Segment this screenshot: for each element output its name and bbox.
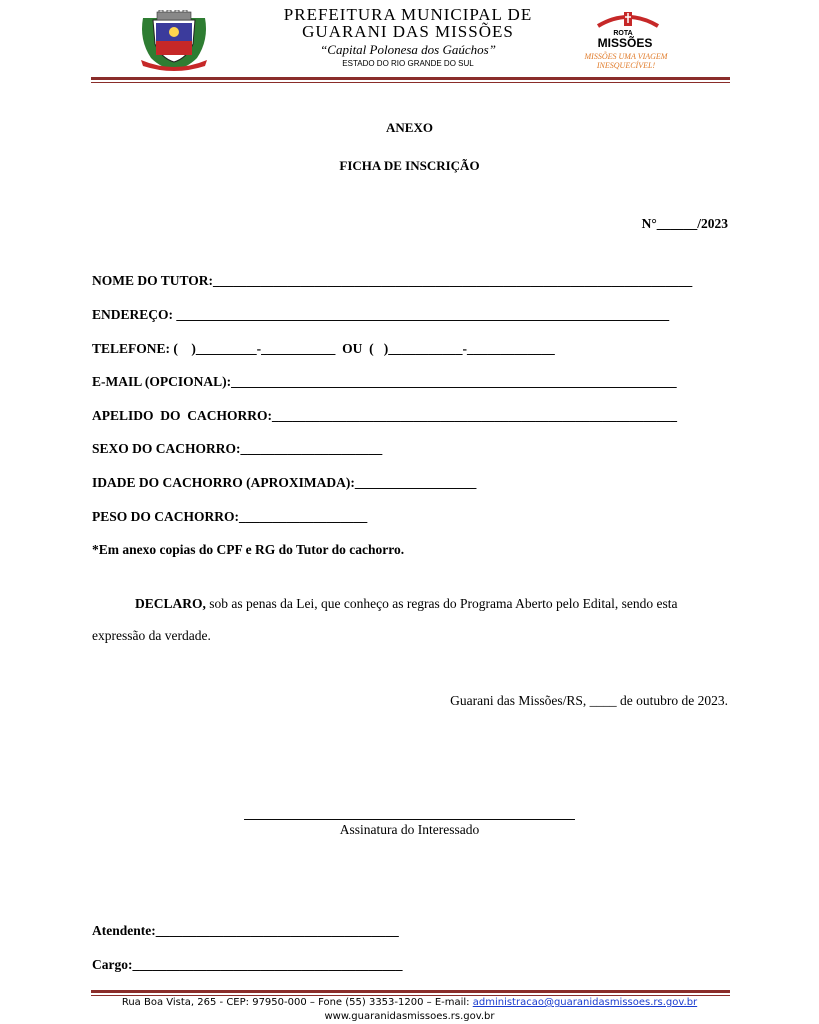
footer-rule-thick [91, 990, 730, 993]
signature-label: Assinatura do Interessado [339, 822, 480, 837]
anexo-heading: ANEXO [386, 120, 433, 135]
header-rule-thin [91, 82, 730, 83]
rota-tagline [568, 52, 684, 70]
field-dog-age: IDADE DO CACHORRO (APROXIMADA):__________________ [92, 475, 477, 490]
field-email: E-MAIL (OPCIONAL):__________________________________________________________________ [92, 374, 677, 389]
coat-of-arms-logo [137, 10, 211, 72]
header-rule-thick [91, 77, 730, 80]
field-tutor-name: NOME DO TUTOR:_______________________________________________________________________ [92, 273, 693, 288]
footer-rule-thin [91, 995, 730, 996]
field-phone: TELEFONE: ( )_________-___________ OU ( )___________-_____________ [92, 341, 555, 356]
footer-email-link[interactable]: administracao@guaranidasmissoes.rs.gov.br [472, 997, 698, 1008]
field-dog-nickname: APELIDO DO CACHORRO:____________________________________________________________ [92, 408, 678, 423]
header-motto: “Capital Polonesa dos Gaúchos” [320, 42, 496, 57]
footer-address [0, 997, 819, 1008]
missoes-label: MISSÕES [597, 36, 653, 50]
rota-tagline-line1: MISSÕES UMA VIAGEM [584, 52, 668, 61]
field-address: ENDEREÇO: _________________________________________________________________________ [92, 307, 670, 322]
declaration-line2: expressão da verdade. [92, 628, 211, 643]
rota-label: ROTA [613, 30, 633, 37]
field-dog-sex: SEXO DO CACHORRO:_____________________ [92, 441, 383, 456]
declaration-bold: DECLARO, [135, 596, 206, 611]
field-dog-weight: PESO DO CACHORRO:___________________ [92, 509, 368, 524]
header-title-line2: GUARANI DAS MISSÕES [302, 22, 514, 41]
rota-tagline-line2: INESQUECÍVEL! [596, 61, 656, 70]
rota-missoes-logo [596, 10, 660, 32]
footer-address-text: Rua Boa Vista, 265 - CEP: 97950-000 – Fone (55) 3353-1200 – E-mail: [121, 997, 473, 1008]
form-title: FICHA DE INSCRIÇÃO [339, 158, 480, 173]
field-attendant: Atendente:____________________________________ [92, 923, 399, 938]
header-state: ESTADO DO RIO GRANDE DO SUL [342, 59, 474, 68]
attachment-note: *Em anexo copias do CPF e RG do Tutor do cachorro. [92, 542, 405, 557]
field-position: Cargo:________________________________________ [92, 957, 403, 972]
place-date: Guarani das Missões/RS, ____ de outubro de 2023. [450, 693, 728, 708]
declaration-text1: sob as penas da Lei, que conheço as regras do Programa Aberto pelo Edital, sendo esta [205, 596, 678, 611]
declaration-line1 [135, 596, 735, 612]
signature-line: _________________________________________________ [244, 806, 575, 821]
form-number: N°______/2023 [641, 216, 728, 231]
footer-website: www.guaranidasmissoes.rs.gov.br [324, 1011, 495, 1022]
header-title-line1: PREFEITURA MUNICIPAL DE [283, 5, 533, 24]
